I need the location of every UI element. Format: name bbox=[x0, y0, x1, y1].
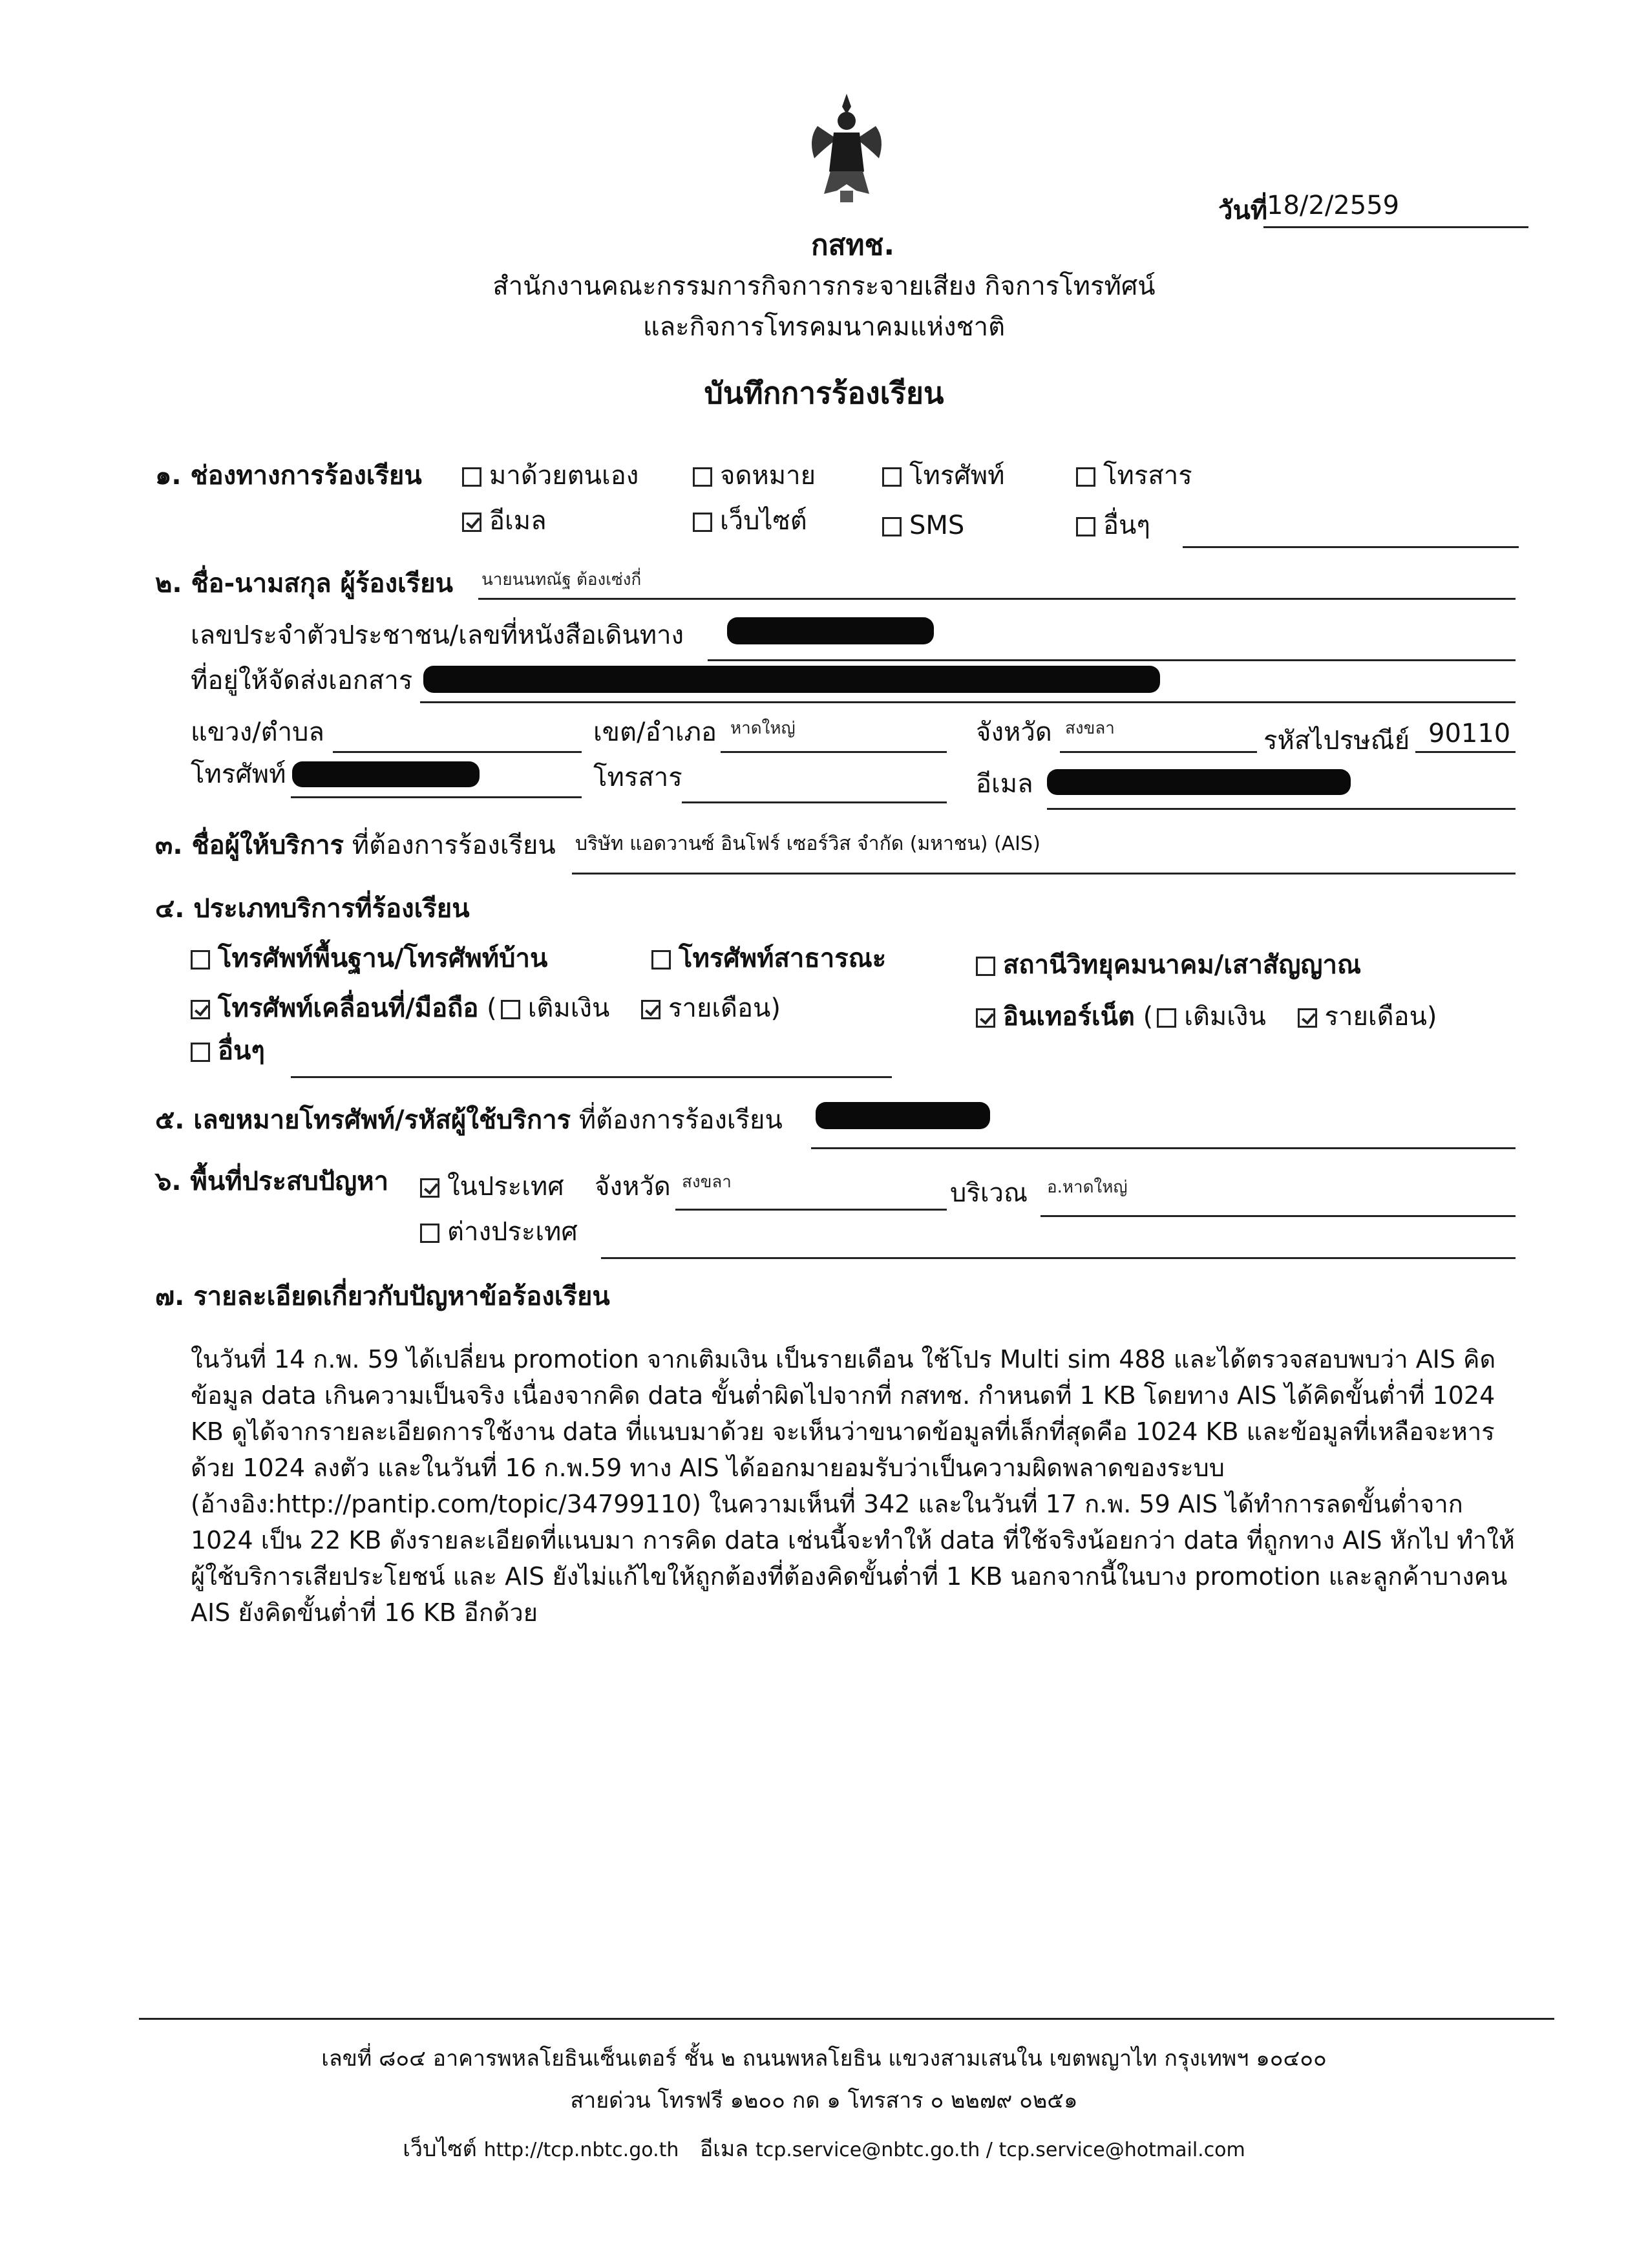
option-phone[interactable] bbox=[882, 458, 1004, 494]
section6-label: ๖. พื้นที่ประสบปัญหา bbox=[155, 1167, 389, 1196]
prepaid-label: เติมเงิน bbox=[1184, 1002, 1266, 1032]
section4-label: ๔. ประเภทบริการที่ร้องเรียน bbox=[155, 894, 470, 924]
area-domestic[interactable] bbox=[420, 1169, 564, 1205]
redacted-phone bbox=[292, 761, 480, 787]
postcode-label: รหัสไปรษณีย์ bbox=[1263, 726, 1410, 756]
checkbox[interactable] bbox=[651, 950, 671, 970]
address-line bbox=[420, 701, 1516, 703]
footer-divider bbox=[139, 2018, 1554, 2020]
area-line bbox=[1041, 1215, 1516, 1217]
option-sms[interactable] bbox=[882, 507, 964, 544]
service-other[interactable] bbox=[191, 1033, 265, 1069]
section3-label-bold: ๓. ชื่อผู้ให้บริการ bbox=[155, 831, 344, 860]
service-label: โทรศัพท์พื้นฐาน/โทรศัพท์บ้าน bbox=[218, 944, 548, 973]
option-label: จดหมาย bbox=[720, 461, 816, 491]
org-name-line1: สำนักงานคณะกรรมการกิจการกระจายเสียง กิจการโทรทัศน์ bbox=[492, 271, 1156, 301]
province-label: จังหวัด bbox=[976, 717, 1052, 747]
email-line bbox=[1047, 808, 1516, 810]
service-number-line bbox=[811, 1147, 1516, 1149]
subdistrict-line bbox=[333, 751, 582, 753]
open-paren: ( bbox=[1143, 1002, 1154, 1032]
subdistrict-label: แขวง/ตำบล bbox=[191, 717, 324, 747]
website-link[interactable]: http://tcp.nbtc.go.th bbox=[483, 2139, 679, 2161]
close-paren: ) bbox=[1426, 1002, 1437, 1032]
district-value: หาดใหญ่ bbox=[730, 719, 796, 738]
option-label: มาด้วยตนเอง bbox=[489, 461, 639, 491]
district-line bbox=[721, 751, 947, 753]
redacted-id bbox=[727, 617, 934, 644]
option-label: อื่นๆ bbox=[1103, 511, 1150, 540]
area-province-value: สงขลา bbox=[682, 1172, 732, 1192]
redacted-email bbox=[1047, 769, 1351, 795]
option-website[interactable] bbox=[693, 503, 807, 539]
service-label: อื่นๆ bbox=[218, 1036, 265, 1066]
website-label: เว็บไซต์ bbox=[403, 2136, 477, 2162]
checkbox[interactable] bbox=[1076, 517, 1095, 536]
checkbox-prepaid[interactable] bbox=[501, 1000, 520, 1019]
postcode-value: 90110 bbox=[1428, 719, 1511, 748]
checkbox[interactable] bbox=[191, 950, 210, 970]
complaint-details: ในวันที่ 14 ก.พ. 59 ได้เปลี่ยน promotion จากเติมเงิน เป็นรายเดือน ใช้โปร Multi sim 488 และได้ตรวจสอบพบว่า AIS คิดข้อมูล data เกินความเป็นจริง เนื่องจากคิด data ขั้นต่ำผิดไปจากที่ กสทช. กำหนดที่ 1 KB โดยทาง AIS ได้คิดขั้นต่ำที่ 1024 KB ดูได้จากรายละเอียดการใช้งาน data ที่แนบมาด้วย จะเห็นว่าขนาดข้อมูลที่เล็กที่สุดคือ 1024 KB และข้อมูลที่เหลือจะหารด้วย 1024 ลงตัว และในวันที่ 16 ก.พ.59 ทาง AIS ได้ออกมายอมรับว่าเป็นความผิดพลาดของระบบ (อ้างอิง:http://pantip.com/topic/34799110) ในความเห็นที่ 342 และในวันที่ 17 ก.พ. 59 AIS ได้ทำการลดขั้นต่ำจาก 1024 เป็น 22 KB ดังรายละเอียดที่แนบมา การคิด data เช่นนี้จะทำให้ data ที่ใช้จริงน้อยกว่า data ที่ถูกทาง AIS หักไป ทำให้ผู้ใช้บริการเสียประโยชน์ และ AIS ยังไม่แก้ไขให้ถูกต้องที่ต้องคิดขั้นต่ำที่ 1 KB นอกจากนี้ในบาง promotion และลูกค้าบางคน AIS ยังคิดขั้นต่ำที่ 16 KB อีกด้วย bbox=[191, 1345, 1515, 1627]
id-line bbox=[708, 659, 1516, 661]
org-name-line2: และกิจการโทรคมนาคมแห่งชาติ bbox=[642, 312, 1006, 342]
service-label: โทรศัพท์สาธารณะ bbox=[679, 944, 887, 973]
postpaid-label: รายเดือน bbox=[1324, 1002, 1427, 1032]
option-walk-in[interactable] bbox=[462, 458, 639, 494]
service-fixed-phone[interactable] bbox=[191, 940, 547, 977]
footer-contact bbox=[0, 2133, 1648, 2167]
open-paren: ( bbox=[487, 993, 497, 1023]
option-label: SMS bbox=[909, 511, 965, 540]
emblem-garuda bbox=[805, 87, 889, 226]
abroad-label: ต่างประเทศ bbox=[447, 1217, 578, 1247]
service-mobile[interactable] bbox=[191, 990, 781, 1026]
redacted-address bbox=[423, 666, 1160, 693]
checkbox-prepaid[interactable] bbox=[1157, 1008, 1176, 1028]
checkbox[interactable] bbox=[191, 1043, 210, 1062]
service-internet[interactable] bbox=[976, 999, 1437, 1035]
district-label: เขต/อำเภอ bbox=[593, 717, 717, 747]
service-label: โทรศัพท์เคลื่อนที่/มือถือ bbox=[218, 993, 479, 1023]
section3-label-rest: ที่ต้องการร้องเรียน bbox=[352, 831, 556, 860]
address-label: ที่อยู่ให้จัดส่งเอกสาร bbox=[191, 666, 413, 695]
provider-value: บริษัท แอดวานซ์ อินโฟร์ เซอร์วิส จำกัด (มหาชน) (AIS) bbox=[575, 832, 1041, 855]
checkbox[interactable] bbox=[693, 513, 712, 532]
checkbox-checked[interactable] bbox=[976, 1008, 995, 1028]
option-other[interactable] bbox=[1076, 507, 1150, 544]
province-value: สงขลา bbox=[1065, 719, 1115, 738]
checkbox[interactable] bbox=[420, 1224, 439, 1243]
garuda-emblem-icon bbox=[805, 87, 889, 226]
fax-line bbox=[682, 801, 947, 803]
service-other-line bbox=[291, 1076, 892, 1078]
checkbox-checked[interactable] bbox=[462, 513, 481, 532]
section2-label: ๒. ชื่อ-นามสกุล ผู้ร้องเรียน bbox=[155, 569, 453, 599]
area-value: อ.หาดใหญ่ bbox=[1047, 1178, 1128, 1197]
checkbox[interactable] bbox=[882, 517, 902, 536]
date-line bbox=[1263, 226, 1528, 228]
close-paren: ) bbox=[770, 993, 781, 1023]
area-label: บริเวณ bbox=[950, 1178, 1028, 1208]
phone-label: โทรศัพท์ bbox=[191, 759, 286, 789]
section5-label bbox=[155, 1102, 783, 1138]
section1-label: ๑. ช่องทางการร้องเรียน bbox=[155, 461, 422, 491]
prepaid-label: เติมเงิน bbox=[527, 993, 610, 1023]
email-label: อีเมล bbox=[976, 769, 1033, 799]
email-footer-label: อีเมล bbox=[699, 2136, 749, 2162]
footer-hotline: สายด่วน โทรฟรี ๑๒๐๐ กด ๑ โทรสาร ๐ ๒๒๗๙ ๐๒๕๑ bbox=[570, 2088, 1078, 2114]
service-radio[interactable] bbox=[976, 947, 1361, 983]
option-label: โทรศัพท์ bbox=[909, 461, 1005, 491]
province-line bbox=[1060, 751, 1257, 753]
option-email[interactable] bbox=[462, 503, 547, 539]
checkbox-checked[interactable] bbox=[420, 1178, 439, 1198]
abroad-line bbox=[601, 1257, 1516, 1259]
option-label: โทรสาร bbox=[1103, 461, 1192, 491]
area-province-label: จังหวัด bbox=[595, 1172, 671, 1202]
fax-label: โทรสาร bbox=[593, 763, 682, 792]
checkbox[interactable] bbox=[462, 467, 481, 487]
option-fax[interactable] bbox=[1076, 458, 1192, 494]
checkbox[interactable] bbox=[1076, 467, 1095, 487]
date-value: 18/2/2559 bbox=[1267, 191, 1400, 220]
name-line bbox=[478, 598, 1516, 600]
phone-line bbox=[291, 796, 582, 798]
checkbox-postpaid-checked[interactable] bbox=[1298, 1008, 1317, 1028]
area-abroad[interactable] bbox=[420, 1214, 578, 1250]
id-label: เลขประจำตัวประชาชน/เลขที่หนังสือเดินทาง bbox=[191, 620, 684, 650]
area-province-line bbox=[675, 1209, 947, 1211]
postcode-line bbox=[1415, 751, 1516, 753]
other-channel-line bbox=[1183, 546, 1519, 548]
service-label: สถานีวิทยุคมนาคม/เสาสัญญาณ bbox=[1003, 950, 1362, 980]
service-label: อินเทอร์เน็ต bbox=[1003, 1002, 1135, 1032]
provider-line bbox=[572, 873, 1516, 874]
checkbox[interactable] bbox=[693, 467, 712, 487]
checkbox[interactable] bbox=[882, 467, 902, 487]
postpaid-label: รายเดือน bbox=[668, 993, 771, 1023]
section3-label bbox=[155, 827, 556, 864]
option-letter[interactable] bbox=[693, 458, 816, 494]
email-footer-link[interactable]: tcp.service@nbtc.go.th / tcp.service@hotmail.com bbox=[755, 2139, 1245, 2161]
checkbox-postpaid-checked[interactable] bbox=[641, 1000, 660, 1019]
redacted-service-number bbox=[816, 1102, 990, 1129]
section5-label-rest: ที่ต้องการร้องเรียน bbox=[578, 1105, 783, 1135]
domestic-label: ในประเทศ bbox=[447, 1172, 564, 1202]
option-label: เว็บไซต์ bbox=[720, 506, 807, 536]
option-label: อีเมล bbox=[489, 506, 547, 536]
section7-label: ๗. รายละเอียดเกี่ยวกับปัญหาข้อร้องเรียน bbox=[155, 1282, 610, 1311]
emblem-text: กสทช. bbox=[811, 229, 895, 262]
checkbox[interactable] bbox=[976, 957, 995, 976]
section5-label-bold: ๕. เลขหมายโทรศัพท์/รหัสผู้ใช้บริการ bbox=[155, 1105, 571, 1135]
date-label: วันที่ bbox=[1218, 196, 1268, 226]
form-title: บันทึกการร้องเรียน bbox=[704, 376, 944, 410]
service-public-phone[interactable] bbox=[651, 940, 886, 977]
footer-address: เลขที่ ๘๐๔ อาคารพหลโยธินเซ็นเตอร์ ชั้น ๒ ถนนพหลโยธิน แขวงสามเสนใน เขตพญาไท กรุงเทพฯ ๑๐๔๐๐ bbox=[321, 2046, 1327, 2072]
complainant-name: นายนนทณัฐ ต้องเซ่งกี่ bbox=[481, 570, 642, 589]
checkbox-checked[interactable] bbox=[191, 1000, 210, 1019]
